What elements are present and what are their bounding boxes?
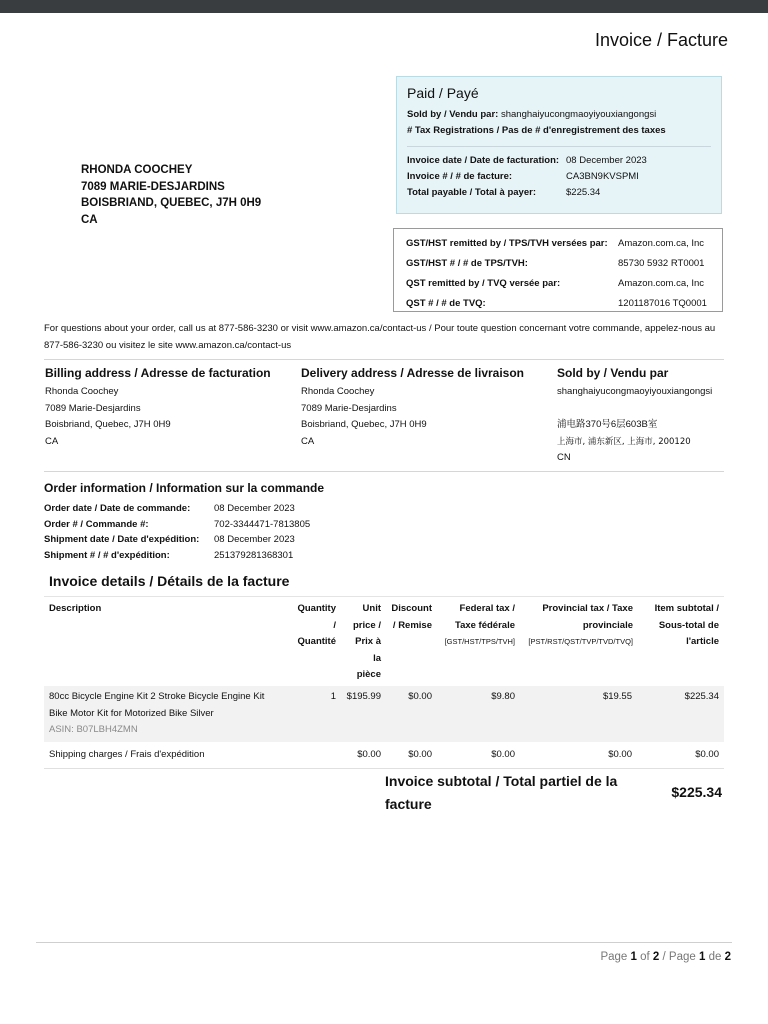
header-text: [PST/RST/QST/TVP/TVD/TVQ] [528,637,633,646]
order-info-label: Shipment # / # d'expédition: [44,549,170,561]
header-discount [384,601,432,634]
seller-title: Sold by / Vendu par [557,366,669,380]
header-quantity [286,601,336,651]
header-text: Item subtotal / [654,603,719,614]
divider [44,596,724,597]
address-line: Rhonda Coochey [301,386,375,397]
address-line: CA [45,435,59,447]
delivery-title: Delivery address / Adresse de livraison [301,366,525,380]
address-line: CA [301,435,315,447]
page-indicator [600,951,731,963]
shipping-description: Shipping charges / Frais d'expédition [49,749,205,760]
billing-address [45,364,295,450]
invoice-details-title: Invoice details / Détails de la facture [49,573,290,589]
header-unit-price [341,601,381,684]
footer-current-page: 1 [630,951,637,963]
footer-text: Page [668,951,696,963]
header-text: pièce [356,669,381,680]
tax-label: QST # / # de TVQ: [406,297,486,309]
header-item-subtotal [640,601,719,651]
invoice-number-label: Invoice # / # de facture: [407,171,513,182]
header-text: Federal tax / [459,603,515,614]
tax-label: QST remitted by / TVQ versée par: [406,277,561,289]
header-text: la [373,652,381,664]
header-text: Provincial tax / Taxe [542,603,633,614]
order-info-row [44,548,324,564]
order-info-row [44,517,324,533]
shipping-unit-price: $0.00 [357,749,381,760]
order-info-label: Shipment date / Date d'expédition: [44,534,200,545]
address-line: 上海市, 浦东新区, 上海市, 200120 [557,436,691,447]
customer-address [81,162,261,228]
tax-value: 1201187016 TQ0001 [618,297,707,309]
order-information [44,481,324,563]
header-text: / Remise [392,619,432,631]
header-text: price / [353,619,381,631]
invoice-number-row [407,169,711,185]
order-info-value: 08 December 2023 [214,534,295,545]
item-quantity: 1 [330,691,336,702]
item-desc-line: Bike Motor Kit for Motorized Bike Silver [49,707,214,719]
footer-text: / [662,951,666,963]
footer-text: of [640,951,650,963]
footer-divider [36,942,732,943]
header-text: Quantité [297,636,336,647]
invoice-subtotal-value: $225.34 [671,784,722,800]
header-text: Taxe fédérale [454,619,515,631]
address-line: Boisbriand, Quebec, J7H 0H9 [45,419,171,430]
paid-title: Paid / Payé [407,85,479,101]
header-text: [GST/HST/TPS/TVH] [444,637,515,646]
tax-row [406,293,710,313]
shipping-provincial-tax: $0.00 [608,749,632,760]
invoice-date-label: Invoice date / Date de facturation: [407,155,560,166]
tax-label: GST/HST # / # de TPS/TVH: [406,257,528,269]
address-line [557,401,727,418]
total-payable-value: $225.34 [566,187,601,198]
header-text: l'article [686,636,719,647]
paid-summary-box [396,76,722,214]
invoice-number-value: CA3BN9KVSPMI [566,171,639,182]
tax-row [406,273,710,293]
order-info-value: 702-3344471-7813805 [214,518,311,530]
shipping-subtotal: $0.00 [695,749,719,760]
delivery-address [301,364,551,450]
header-description: Description [49,603,102,614]
address-line: 浦电路370号6层603B室 [557,419,658,430]
item-unit-price: $195.99 [346,691,381,702]
divider [44,471,724,472]
header-federal-tax [436,601,515,651]
order-info-label: Order # / Commande #: [44,518,149,530]
item-federal-tax: $9.80 [491,691,515,702]
order-info-value: 251379281368301 [214,549,294,561]
page-title: Invoice / Facture [594,30,728,50]
invoice-date-row [407,153,711,169]
top-bar [0,0,768,13]
footer-text: de [708,951,722,963]
item-description [49,689,284,739]
sold-by-label: Sold by / Vendu par: [407,109,499,120]
address-line: shanghaiyucongmaoyiyouxiangongsi [557,386,713,397]
address-line: 7089 Marie-Desjardins [45,402,141,414]
divider [44,359,724,360]
tax-label: GST/HST remitted by / TPS/TVH versées par: [406,237,608,249]
item-discount: $0.00 [408,691,432,702]
contact-notice: For questions about your order, call us at 877-586-3230 or visit www.amazon.ca/contact-us / Pour toute question concernant votre commande, appelez-nous au 877-586-3230 ou visitez le site www.amazon.ca/contact-us [44,323,716,351]
billing-title: Billing address / Adresse de facturation [45,366,271,380]
total-payable-row [407,185,711,201]
header-text: Unit [362,603,381,614]
tax-row [406,233,710,253]
shipping-federal-tax: $0.00 [491,749,515,760]
header-provincial-tax [518,601,633,651]
header-text: Quantity [297,603,336,614]
shipping-discount: $0.00 [408,749,432,760]
address-line: 7089 Marie-Desjardins [301,402,397,414]
invoice-subtotal-label: Invoice subtotal / Total partiel de la facture [385,773,618,812]
tax-info-box [393,228,723,312]
header-text: provinciale [582,619,633,631]
header-text: Prix à [355,636,381,647]
sold-by-value: shanghaiyucongmaoyiyouxiangongsi [500,109,657,120]
item-desc-line: 80cc Bicycle Engine Kit 2 Stroke Bicycle Engine Kit [49,691,265,702]
order-info-label: Order date / Date de commande: [44,503,191,514]
header-text: / [333,619,336,631]
order-info-row [44,501,324,517]
tax-value: Amazon.com.ca, Inc [618,237,705,249]
footer-total-pages: 2 [652,951,660,963]
footer-current-page: 1 [698,951,706,963]
sold-by-line [407,107,711,123]
seller-address [557,364,727,467]
tax-row [406,253,710,273]
customer-line: BOISBRIAND, QUEBEC, J7H 0H9 [81,197,262,209]
header-text: Discount [391,603,432,614]
footer-total-pages: 2 [724,951,731,963]
tax-value: Amazon.com.ca, Inc [618,277,705,289]
divider [44,768,724,769]
customer-line: RHONDA COOCHEY [81,164,193,176]
item-subtotal: $225.34 [684,691,719,702]
tax-registrations: # Tax Registrations / Pas de # d'enregistrement des taxes [407,125,666,136]
order-info-row [44,532,324,548]
invoice-date-value: 08 December 2023 [566,155,647,166]
order-info-title: Order information / Information sur la commande [44,481,325,495]
divider [407,146,711,147]
footer-text: Page [600,951,628,963]
order-info-value: 08 December 2023 [214,503,295,514]
tax-value: 85730 5932 RT0001 [618,257,705,269]
customer-line: CA [81,213,98,226]
address-line: Boisbriand, Quebec, J7H 0H9 [301,419,427,430]
address-line: Rhonda Coochey [45,386,119,397]
header-text: Sous-total de [658,619,719,631]
total-payable-label: Total payable / Total à payer: [407,187,536,198]
item-provincial-tax: $19.55 [602,691,632,702]
customer-line: 7089 MARIE-DESJARDINS [81,180,225,193]
address-line: CN [557,452,571,463]
item-asin: ASIN: B07LBH4ZMN [49,724,138,735]
